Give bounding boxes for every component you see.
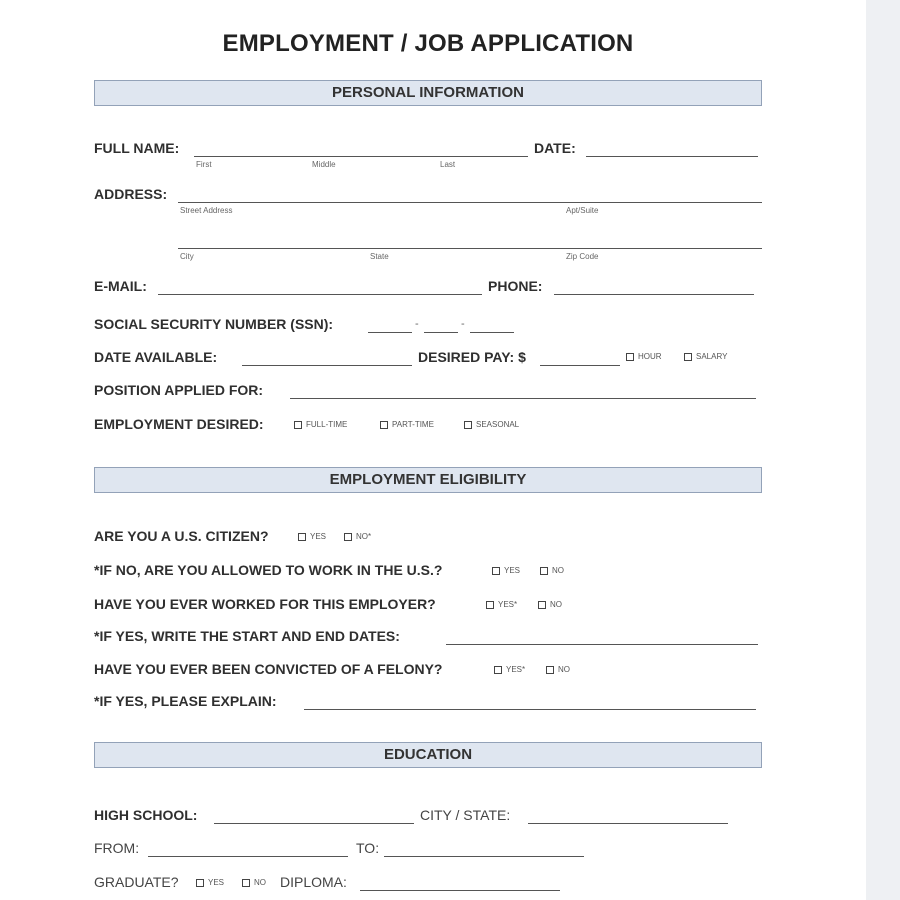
city-state-label: CITY / STATE: <box>420 807 511 823</box>
start-end-dates-label: *IF YES, WRITE THE START AND END DATES: <box>94 628 400 644</box>
position-applied-label: POSITION APPLIED FOR: <box>94 382 264 398</box>
street-address-caption: Street Address <box>180 206 233 215</box>
page-margin <box>866 0 900 900</box>
date-field[interactable] <box>586 156 758 157</box>
worked-no-option[interactable] <box>538 600 562 609</box>
part-time-checkbox[interactable] <box>380 421 388 429</box>
full-name-label: FULL NAME: <box>94 140 180 156</box>
seasonal-option[interactable] <box>464 420 519 429</box>
ssn-separator-1: - <box>415 318 419 330</box>
diploma-field[interactable] <box>360 890 560 891</box>
date-label: DATE: <box>534 140 576 156</box>
worked-no-label: NO <box>550 600 562 609</box>
citizen-no-checkbox[interactable] <box>344 533 352 541</box>
full-time-option[interactable] <box>294 420 347 429</box>
graduate-no-checkbox[interactable] <box>242 879 250 887</box>
section-personal-information: PERSONAL INFORMATION <box>94 80 762 106</box>
allowed-to-work-question: *IF NO, ARE YOU ALLOWED TO WORK IN THE U.S.? <box>94 562 443 578</box>
citizen-yes-checkbox[interactable] <box>298 533 306 541</box>
email-field[interactable] <box>158 294 482 295</box>
felony-yes-checkbox[interactable] <box>494 666 502 674</box>
apt-suite-caption: Apt/Suite <box>566 206 599 215</box>
from-field[interactable] <box>148 856 348 857</box>
part-time-option-label: PART-TIME <box>392 420 434 429</box>
full-time-option-label: FULL-TIME <box>306 420 348 429</box>
first-name-caption: First <box>196 160 212 169</box>
graduate-yes-label: YES <box>208 878 225 887</box>
date-available-label: DATE AVAILABLE: <box>94 349 218 365</box>
desired-pay-field[interactable] <box>540 365 620 366</box>
desired-pay-label: DESIRED PAY: $ <box>418 349 526 365</box>
worked-no-checkbox[interactable] <box>538 601 546 609</box>
diploma-label: DIPLOMA: <box>280 874 347 890</box>
allowed-yes-option[interactable] <box>492 566 520 575</box>
citizen-no-option[interactable] <box>344 532 371 541</box>
ssn-part-3-field[interactable] <box>470 332 514 333</box>
ssn-separator-2: - <box>461 318 465 330</box>
page-title: EMPLOYMENT / JOB APPLICATION <box>222 30 634 57</box>
full-name-field[interactable] <box>194 156 528 157</box>
high-school-label: HIGH SCHOOL: <box>94 807 198 823</box>
worked-yes-label: YES* <box>498 600 518 609</box>
state-caption: State <box>370 252 389 261</box>
worked-yes-option[interactable] <box>486 600 517 609</box>
salary-option[interactable] <box>684 352 727 361</box>
part-time-option[interactable] <box>380 420 434 429</box>
allowed-no-checkbox[interactable] <box>540 567 548 575</box>
allowed-no-label: NO <box>552 566 564 575</box>
worked-before-question: HAVE YOU EVER WORKED FOR THIS EMPLOYER? <box>94 596 436 612</box>
section-education: EDUCATION <box>94 742 762 768</box>
ssn-part-2-field[interactable] <box>424 332 458 333</box>
felony-yes-option[interactable] <box>494 665 525 674</box>
felony-explain-field[interactable] <box>304 709 756 710</box>
position-applied-field[interactable] <box>290 398 756 399</box>
felony-no-checkbox[interactable] <box>546 666 554 674</box>
last-name-caption: Last <box>440 160 456 169</box>
phone-field[interactable] <box>554 294 754 295</box>
seasonal-checkbox[interactable] <box>464 421 472 429</box>
start-end-dates-field[interactable] <box>446 644 758 645</box>
felony-explain-label: *IF YES, PLEASE EXPLAIN: <box>94 693 277 709</box>
high-school-field[interactable] <box>214 823 414 824</box>
citizen-question: ARE YOU A U.S. CITIZEN? <box>94 528 269 544</box>
allowed-yes-checkbox[interactable] <box>492 567 500 575</box>
full-time-checkbox[interactable] <box>294 421 302 429</box>
ssn-label: SOCIAL SECURITY NUMBER (SSN): <box>94 316 334 332</box>
from-label: FROM: <box>94 840 140 856</box>
street-address-field[interactable] <box>178 202 762 203</box>
ssn-part-1-field[interactable] <box>368 332 412 333</box>
hour-option-label: HOUR <box>638 352 662 361</box>
salary-checkbox[interactable] <box>684 353 692 361</box>
felony-yes-label: YES* <box>506 665 526 674</box>
felony-question: HAVE YOU EVER BEEN CONVICTED OF A FELONY? <box>94 661 443 677</box>
employment-desired-label: EMPLOYMENT DESIRED: <box>94 416 264 432</box>
to-label: TO: <box>356 840 380 856</box>
graduate-label: GRADUATE? <box>94 874 179 890</box>
citizen-no-label: NO* <box>356 532 372 541</box>
salary-option-label: SALARY <box>696 352 728 361</box>
graduate-yes-option[interactable] <box>196 878 224 887</box>
citizen-yes-option[interactable] <box>298 532 326 541</box>
to-field[interactable] <box>384 856 584 857</box>
felony-no-option[interactable] <box>546 665 570 674</box>
citizen-yes-label: YES <box>310 532 327 541</box>
city-state-zip-field[interactable] <box>178 248 762 249</box>
zip-code-caption: Zip Code <box>566 252 599 261</box>
section-employment-eligibility: EMPLOYMENT ELIGIBILITY <box>94 467 762 493</box>
city-state-field[interactable] <box>528 823 728 824</box>
phone-label: PHONE: <box>488 278 543 294</box>
hour-checkbox[interactable] <box>626 353 634 361</box>
city-caption: City <box>180 252 194 261</box>
seasonal-option-label: SEASONAL <box>476 420 520 429</box>
middle-name-caption: Middle <box>312 160 336 169</box>
worked-yes-checkbox[interactable] <box>486 601 494 609</box>
graduate-no-label: NO <box>254 878 266 887</box>
felony-no-label: NO <box>558 665 570 674</box>
date-available-field[interactable] <box>242 365 412 366</box>
email-label: E-MAIL: <box>94 278 147 294</box>
address-label: ADDRESS: <box>94 186 168 202</box>
allowed-yes-label: YES <box>504 566 521 575</box>
graduate-no-option[interactable] <box>242 878 266 887</box>
hour-option[interactable] <box>626 352 662 361</box>
graduate-yes-checkbox[interactable] <box>196 879 204 887</box>
allowed-no-option[interactable] <box>540 566 564 575</box>
